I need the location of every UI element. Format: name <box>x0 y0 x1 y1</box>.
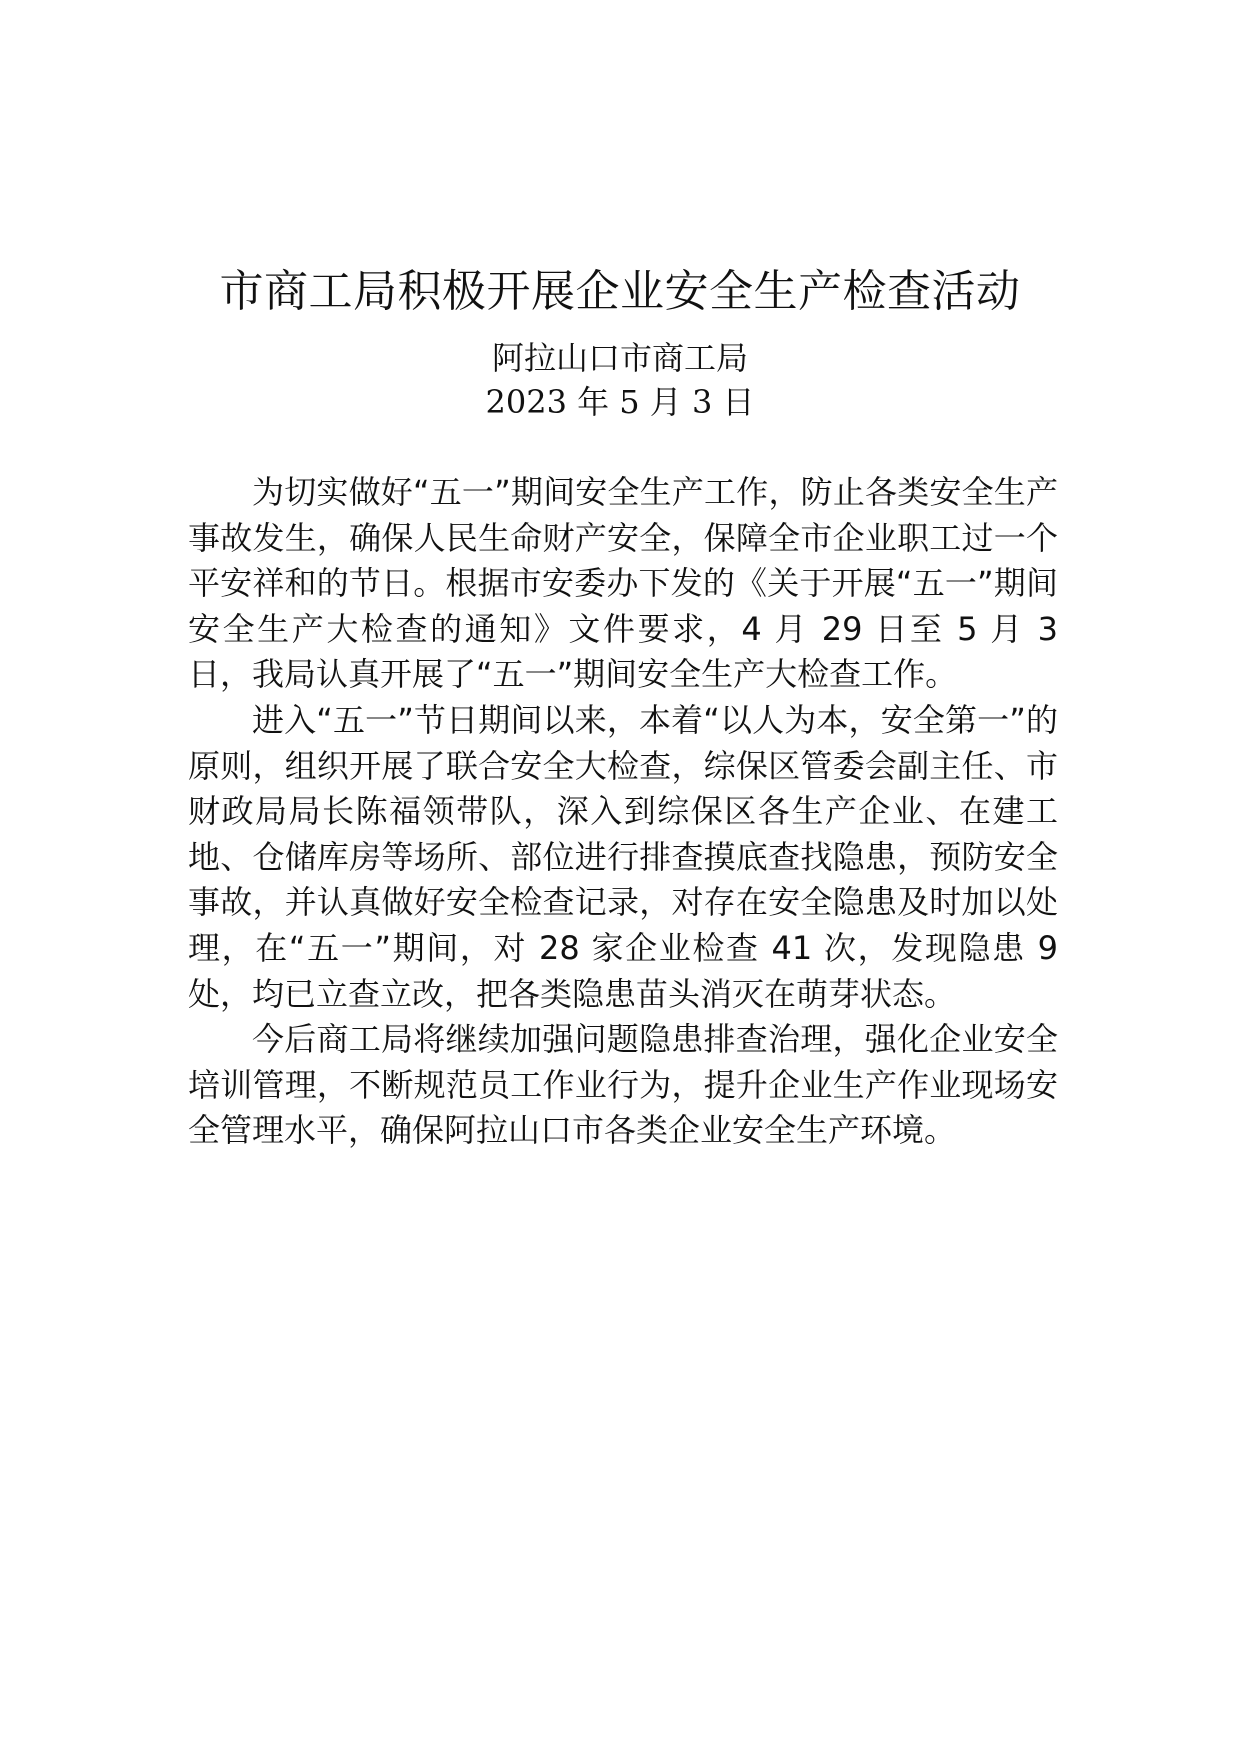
paragraph-1: 为切实做好“五一”期间安全生产工作，防止各类安全生产事故发生，确保人民生命财产安全，保障全市企业职工过一个平安祥和的节日。根据市安委办下发的《关于开展“五一”期间安全生产大检查的通知》文件要求，4 月 29 日至 5 月 3 日，我局认真开展了“五一”期间安全生产大检查工作。 <box>188 473 1058 694</box>
document-title: 市商工局积极开展企业安全生产检查活动 <box>219 266 1021 317</box>
document-source: 阿拉山口市商工局 <box>491 339 748 377</box>
document-date: 2023 年 5 月 3 日 <box>485 383 755 421</box>
paragraph-2: 进入“五一”节日期间以来，本着“以人为本，安全第一”的原则，组织开展了联合安全大检查，综保区管委会副主任、市财政局局长陈福领带队，深入到综保区各生产企业、在建工地、仓储库房等场所、部位进行排查摸底查找隐患，预防安全事故，并认真做好安全检查记录，对存在安全隐患及时加以处理，在“五一”期间，对 28 家企业检查 41 次，发现隐患 9 处，均已立查立改，把各类隐患苗头消灭在萌芽状态。 <box>188 700 1058 1013</box>
paragraph-3: 今后商工局将继续加强问题隐患排查治理，强化企业安全培训管理，不断规范员工作业行为，提升企业生产作业现场安全管理水平，确保阿拉山口市各类企业安全生产环境。 <box>188 1020 1058 1150</box>
document-body <box>188 470 1058 1154</box>
